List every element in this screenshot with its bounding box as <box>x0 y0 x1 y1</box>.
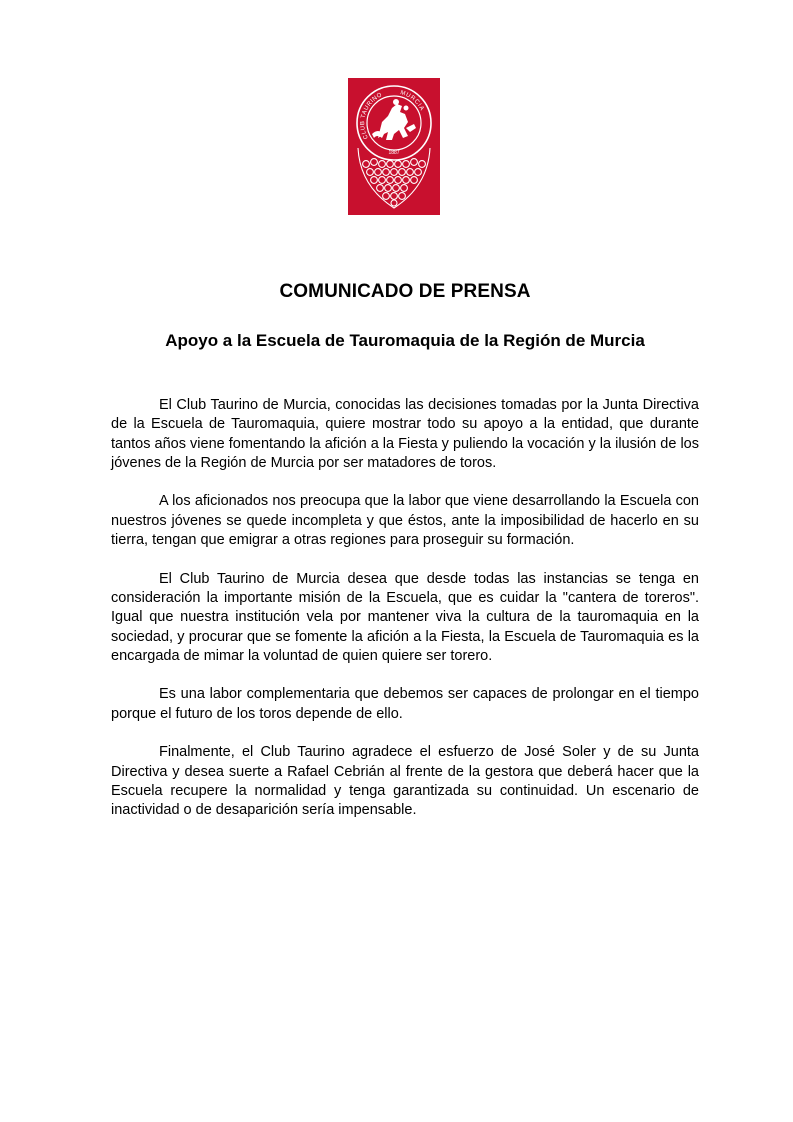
club-logo <box>348 78 440 215</box>
seal-text-left: CLUB TAURINO <box>360 92 384 140</box>
paragraph-1: El Club Taurino de Murcia, conocidas las decisiones tomadas por la Junta Directiva de la Escuela de Tauromaquia, quiere mostrar todo su apoyo a la entidad, que durante tantos años viene fomentando la afición a la Fiesta y puliendo la vocación y la ilusión de los jóvenes de la Región de Murcia por ser matadores de toros. <box>111 397 699 471</box>
paragraph-3: El Club Taurino de Murcia desea que desde todas las instancias se tenga en consideración la importante misión de la Escuela, que es cuidar la "cantera de toreros". Igual que nuestra institución vela por mantener viva la cultura de la tauromaquia en la sociedad, y procurar que se fomente la afición a la Fiesta, la Escuela de Tauromaquia es la encargada de mimar la voluntad de quien quiere ser torero. <box>111 570 699 664</box>
paragraph-5: Finalmente, el Club Taurino agradece el esfuerzo de José Soler y de su Junta Directiva y desea suerte a Rafael Cebrián al frente de la gestora que deberá hacer que la Escuela recupere la normalidad y tenga garantizada su continuidad. Un escenario de inactividad o de desaparición sería impensable. <box>111 744 699 819</box>
seal-text-right: MURCIA <box>399 90 425 113</box>
page-title: COMUNICADO DE PRENSA <box>279 281 531 302</box>
page-subtitle: Apoyo a la Escuela de Tauromaquia de la Región de Murcia <box>165 331 645 350</box>
paragraph-2: A los aficionados nos preocupa que la labor que viene desarrollando la Escuela con nuestros jóvenes se quede incompleta y que éstos, ante la imposibilidad de hacerlo en su tierra, tengan que emigrar a otras regiones para proseguir su formación. <box>111 493 699 549</box>
seal-year: 1887 <box>388 150 400 156</box>
club-seal-icon <box>348 78 440 215</box>
press-release-body <box>111 396 699 840</box>
paragraph-4: Es una labor complementaria que debemos ser capaces de prolongar en el tiempo porque el futuro de los toros depende de ello. <box>111 686 699 722</box>
